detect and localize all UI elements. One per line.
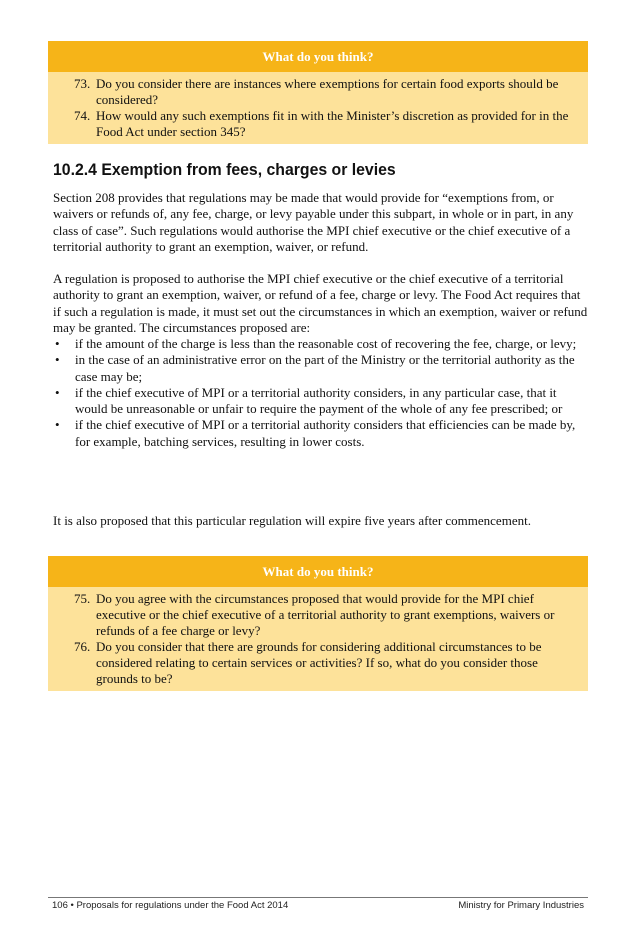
question-box-heading: What do you think? bbox=[48, 556, 588, 587]
footer-left: 106 • Proposals for regulations under the Food Act 2014 bbox=[52, 900, 289, 911]
question-list bbox=[48, 72, 588, 144]
bullet-symbol: • bbox=[55, 336, 60, 351]
question-box-heading: What do you think? bbox=[48, 41, 588, 72]
list-item-text: if the amount of the charge is less than the reasonable cost of recovering the fee, charge, or levy; bbox=[75, 336, 577, 351]
question-text: Do you agree with the circumstances proposed that would provide for the MPI chief executive or the chief executive of a territorial authority to grant exemptions, waivers or refunds of a fee charge or levy? bbox=[96, 591, 555, 638]
list-item bbox=[53, 417, 589, 450]
list-item bbox=[53, 336, 589, 352]
bullet-symbol: • bbox=[55, 352, 60, 368]
footer-divider bbox=[48, 897, 588, 898]
question-list bbox=[48, 587, 588, 691]
question-box-2 bbox=[48, 556, 588, 691]
question-box-1 bbox=[48, 41, 588, 144]
footer-right: Ministry for Primary Industries bbox=[458, 900, 584, 911]
question-number: 74. bbox=[74, 108, 91, 123]
question-text: Do you consider that there are grounds for considering additional circumstances to be considered relating to certain services or activities? If so, what do you consider those grounds to be? bbox=[96, 639, 542, 686]
question-item bbox=[48, 591, 574, 639]
question-text: Do you consider there are instances where exemptions for certain food exports should be considered? bbox=[96, 76, 559, 107]
paragraph-expiry: It is also proposed that this particular regulation will expire five years after commencement. bbox=[53, 513, 531, 528]
list-item bbox=[53, 385, 589, 418]
question-text: How would any such exemptions fit in with the Minister’s discretion as provided for in the Food Act under section 345? bbox=[96, 108, 569, 139]
question-number: 73. bbox=[74, 76, 91, 91]
list-item-text: if the chief executive of MPI or a territorial authority considers that efficiencies can be made by, for example, batching services, resulting in lower costs. bbox=[75, 417, 576, 449]
list-item-text: in the case of an administrative error on the part of the Ministry or the territorial authority as the case may be; bbox=[75, 352, 575, 384]
paragraph-proposal: A regulation is proposed to authorise the MPI chief executive or the chief executive of a territorial authority to grant an exemption, waiver, or refund of a fee, charge or levy. The Food Act requires that if such a regulation is made, it must set out the circumstances in which an exemption, waiver or refund may be granted. The circumstances proposed are: bbox=[53, 271, 588, 335]
question-number: 76. bbox=[74, 639, 91, 654]
paragraph-section-208: Section 208 provides that regulations may be made that would provide for “exemptions from, or waivers or refunds of, any fee, charge, or levy payable under this subpart, in whole or in part, in any class of case”. Such regulations would authorise the MPI chief executive or the chief executive of a territorial authority to grant an exemption, waiver, or refund. bbox=[53, 190, 574, 254]
question-item bbox=[48, 639, 574, 687]
bullet-symbol: • bbox=[55, 417, 60, 433]
list-item bbox=[53, 352, 589, 385]
circumstances-list bbox=[53, 336, 589, 450]
section-heading: 10.2.4 Exemption from fees, charges or levies bbox=[53, 160, 396, 179]
question-item bbox=[48, 76, 574, 108]
question-item bbox=[48, 108, 574, 140]
question-number: 75. bbox=[74, 591, 91, 606]
bullet-symbol: • bbox=[55, 384, 60, 400]
list-item-text: if the chief executive of MPI or a territorial authority considers, in any particular case, that it would be unreasonable or unfair to require the payment of the whole of any fee prescribed; or bbox=[75, 384, 563, 417]
